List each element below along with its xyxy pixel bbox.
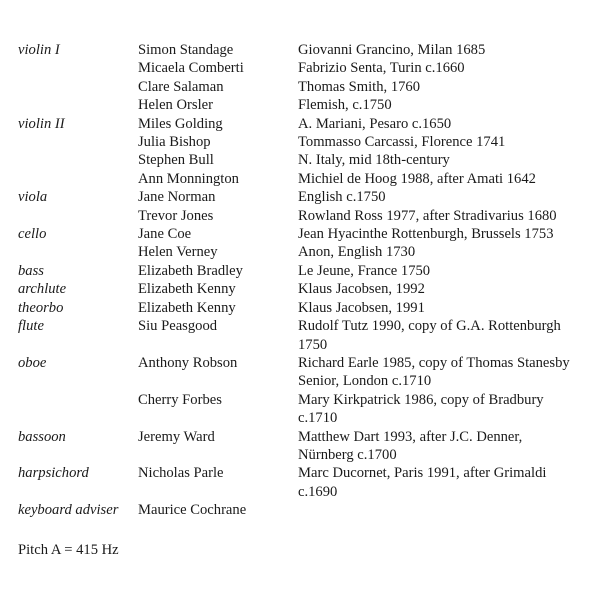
instrument-description <box>298 207 590 225</box>
instrument-description <box>298 41 590 59</box>
instrument-line: 1750 <box>298 336 328 353</box>
section-label: viola <box>18 189 48 206</box>
section-label <box>18 207 138 225</box>
instrument-description <box>298 243 590 261</box>
instrument-line: Klaus Jacobsen, 1992 <box>298 281 425 298</box>
section-label: violin II <box>18 115 65 132</box>
roster-row <box>18 299 590 317</box>
section-label: bass <box>18 262 44 279</box>
instrument-description <box>298 317 590 354</box>
player-name: Elizabeth Bradley <box>138 262 243 279</box>
roster-row <box>18 151 590 169</box>
instrument-line: Nürnberg c.1700 <box>298 446 397 463</box>
section-label <box>18 78 138 96</box>
instrument-line: N. Italy, mid 18th-century <box>298 152 450 169</box>
section-label: flute <box>18 318 44 335</box>
roster-row <box>18 115 590 133</box>
roster-row <box>18 243 590 261</box>
pitch-note: Pitch A = 415 Hz <box>18 542 119 558</box>
player-name: Helen Orsler <box>138 97 213 114</box>
section-label: oboe <box>18 354 47 371</box>
player-name: Elizabeth Kenny <box>138 299 236 316</box>
section-label: violin I <box>18 42 60 58</box>
instrument-line: Thomas Smith, 1760 <box>298 78 421 95</box>
player-name: Helen Verney <box>138 244 218 261</box>
section-label <box>18 391 138 428</box>
section-label: bassoon <box>18 428 66 445</box>
instrument-description <box>298 151 590 169</box>
roster-row <box>18 428 590 465</box>
roster-row <box>18 59 590 77</box>
instrument-description <box>298 299 590 317</box>
instrument-line: Giovanni Grancino, Milan 1685 <box>298 42 486 58</box>
roster-row <box>18 262 590 280</box>
section-label: harpsichord <box>18 465 89 482</box>
section-label: keyboard adviser <box>18 502 119 519</box>
instrument-roster <box>18 41 590 520</box>
player-name: Nicholas Parle <box>138 465 224 482</box>
roster-row <box>18 354 590 391</box>
instrument-line: Tommasso Carcassi, Florence 1741 <box>298 134 506 151</box>
player-name: Miles Golding <box>138 115 223 132</box>
instrument-line: Jean Hyacinthe Rottenburgh, Brussels 1753 <box>298 226 554 243</box>
player-name: Anthony Robson <box>138 354 238 371</box>
roster-row <box>18 78 590 96</box>
section-label <box>18 243 138 261</box>
section-label <box>18 151 138 169</box>
player-name: Elizabeth Kenny <box>138 281 236 298</box>
instrument-description <box>298 133 590 151</box>
roster-row <box>18 225 590 243</box>
instrument-description <box>298 78 590 96</box>
section-label: theorbo <box>18 299 64 316</box>
instrument-line: Senior, London c.1710 <box>298 373 432 390</box>
section-label <box>18 170 138 188</box>
player-name: Cherry Forbes <box>138 391 222 408</box>
player-name: Ann Monnington <box>138 170 239 187</box>
instrument-line: Klaus Jacobsen, 1991 <box>298 299 425 316</box>
roster-row <box>18 41 590 59</box>
instrument-line: Rowland Ross 1977, after Stradivarius 1680 <box>298 207 557 224</box>
roster-row <box>18 464 590 501</box>
instrument-line: Anon, English 1730 <box>298 244 416 261</box>
instrument-line: c.1690 <box>298 483 338 500</box>
roster-row <box>18 317 590 354</box>
instrument-description <box>298 501 590 519</box>
instrument-description <box>298 262 590 280</box>
instrument-description <box>298 428 590 465</box>
section-label: archlute <box>18 281 67 298</box>
roster-row <box>18 391 590 428</box>
roster-row <box>18 96 590 114</box>
roster-row <box>18 207 590 225</box>
player-name: Stephen Bull <box>138 152 214 169</box>
player-name: Trevor Jones <box>138 207 214 224</box>
section-label: cello <box>18 226 47 243</box>
instrument-description <box>298 188 590 206</box>
instrument-description <box>298 225 590 243</box>
instrument-line: Marc Ducornet, Paris 1991, after Grimaldi <box>298 465 547 482</box>
roster-row <box>18 280 590 298</box>
instrument-line: Matthew Dart 1993, after J.C. Denner, <box>298 428 523 445</box>
player-name: Jane Norman <box>138 189 216 206</box>
roster-row <box>18 188 590 206</box>
instrument-description <box>298 115 590 133</box>
instrument-description <box>298 391 590 428</box>
instrument-line: Flemish, c.1750 <box>298 97 392 114</box>
player-name: Maurice Cochrane <box>138 502 247 519</box>
instrument-description <box>298 354 590 391</box>
instrument-line: Fabrizio Senta, Turin c.1660 <box>298 60 465 77</box>
roster-row <box>18 170 590 188</box>
instrument-line: Mary Kirkpatrick 1986, copy of Bradbury <box>298 391 544 408</box>
instrument-line: Richard Earle 1985, copy of Thomas Stanesby <box>298 354 570 371</box>
instrument-description <box>298 280 590 298</box>
instrument-description <box>298 59 590 77</box>
instrument-line: Michiel de Hoog 1988, after Amati 1642 <box>298 170 536 187</box>
player-name: Simon Standage <box>138 42 234 58</box>
instrument-description <box>298 170 590 188</box>
instrument-line: c.1710 <box>298 410 338 427</box>
section-label <box>18 96 138 114</box>
player-name: Jeremy Ward <box>138 428 215 445</box>
section-label <box>18 133 138 151</box>
player-name: Jane Coe <box>138 226 192 243</box>
instrument-line: Rudolf Tutz 1990, copy of G.A. Rottenburgh <box>298 318 561 335</box>
instrument-line: Le Jeune, France 1750 <box>298 262 431 279</box>
player-name: Clare Salaman <box>138 78 224 95</box>
player-name: Siu Peasgood <box>138 318 218 335</box>
instrument-line: A. Mariani, Pesaro c.1650 <box>298 115 452 132</box>
instrument-line: English c.1750 <box>298 189 386 206</box>
section-label <box>18 59 138 77</box>
player-name: Julia Bishop <box>138 134 211 151</box>
roster-row <box>18 501 590 519</box>
roster-row <box>18 133 590 151</box>
instrument-description <box>298 464 590 501</box>
instrument-description <box>298 96 590 114</box>
player-name: Micaela Comberti <box>138 60 244 77</box>
